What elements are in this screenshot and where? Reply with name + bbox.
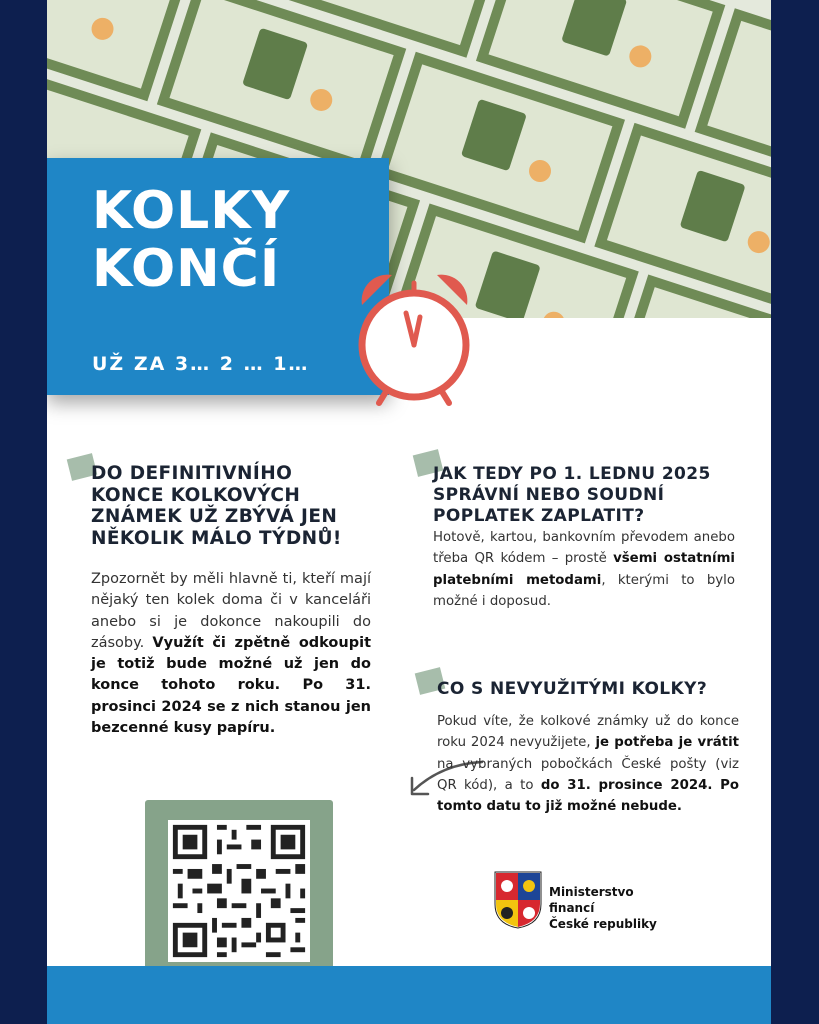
poster — [47, 0, 771, 1024]
right-heading-1: JAK TEDY PO 1. LEDNU 2025 SPRÁVNÍ NEBO SOUDNÍ POPLATEK ZAPLATIT? — [433, 464, 711, 526]
subtitle: UŽ ZA 3… 2 … 1… — [92, 353, 310, 375]
footer-bar — [47, 966, 771, 1024]
ministry-logo — [493, 870, 673, 930]
left-heading: DO DEFINITIVNÍHO KONCE KOLKOVÝCH ZNÁMEK UŽ ZBÝVÁ JEN NĚKOLIK MÁLO TÝDNŮ! — [91, 463, 342, 549]
right-heading-2: CO S NEVYUŽITÝMI KOLKY? — [437, 679, 708, 699]
left-body: Zpozornět by měli hlavně ti, kteří mají nějaký ten kolek doma či v kanceláři anebo si je dokonce nakoupili do zásoby. Využít či zpětně odkoupit je totiž bude možné už jen do konce tohoto roku. Po 31. prosinci 2024 se z nich stanou jen bezcenné kusy papíru. — [91, 571, 371, 737]
title-line-1: KOLKY — [92, 181, 291, 241]
page-title — [92, 182, 290, 298]
qr-code[interactable] — [168, 820, 310, 962]
right-body-2: Pokud víte, že kolkové známky už do konce roku 2024 nevyužijete, je potřeba je vrátit na vybraných pobočkách České pošty (viz QR kód), a to do 31. prosince 2024. Po tomto datu to již možné nebude. — [437, 714, 740, 815]
alarm-clock-icon — [352, 265, 477, 410]
state-coat-of-arms-icon — [493, 870, 543, 930]
right-body-1: Hotově, kartou, bankovním převodem anebo třeba QR kódem – prostě všemi ostatními platebními metodami, kterými to bylo možné i doposud. — [433, 530, 735, 609]
title-line-2: KONČÍ — [92, 239, 281, 299]
title-box — [47, 158, 389, 395]
logo-text: Ministerstvo financí České republiky — [549, 885, 657, 931]
